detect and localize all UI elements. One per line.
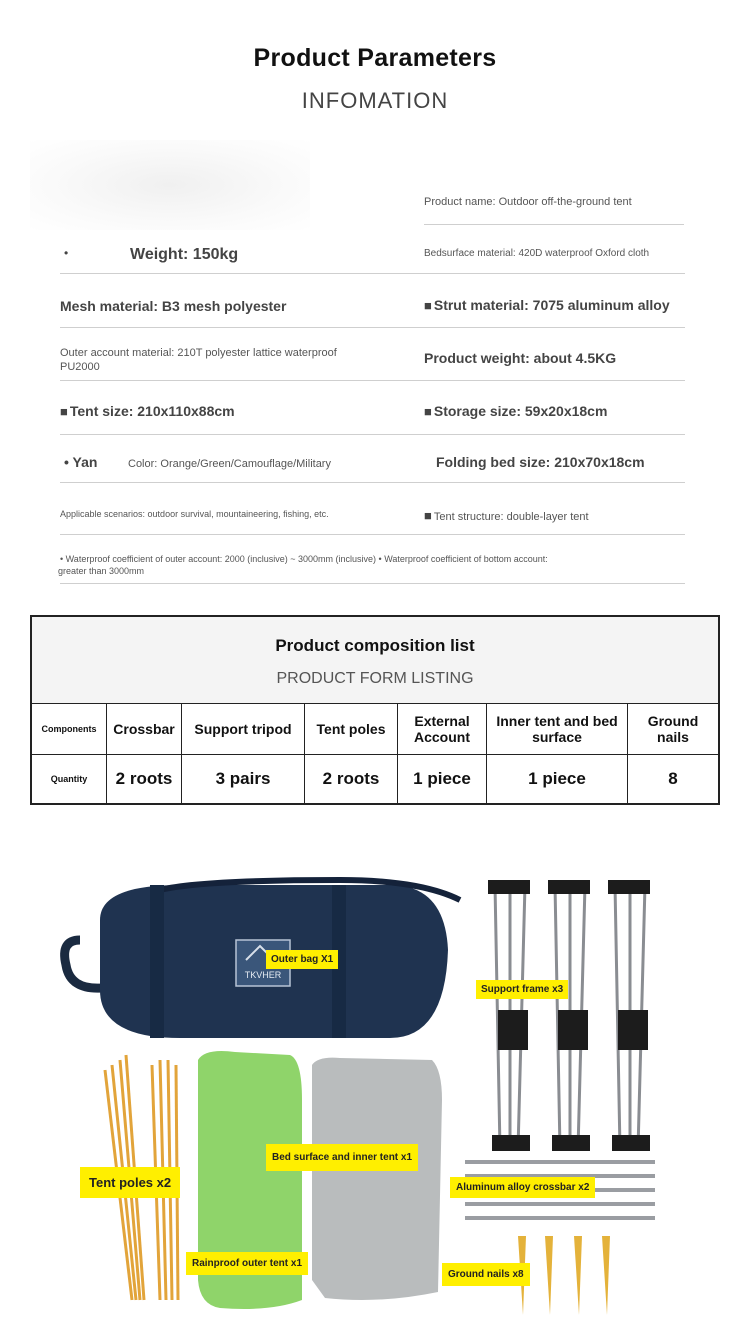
inner-tent-bedsurface (312, 1058, 442, 1300)
label-outer-bag: Outer bag X1 (266, 950, 338, 969)
table-row (31, 704, 719, 755)
composition-table (30, 615, 720, 805)
divider (60, 273, 685, 274)
table-row (31, 755, 719, 805)
component-cell: External Account (398, 704, 487, 755)
param-color: Color: Orange/Green/Camouflage/Military (128, 458, 331, 470)
divider (60, 380, 685, 381)
param-product-weight: Product weight: about 4.5KG (424, 350, 617, 366)
bag-logo-text: TKVHER (244, 970, 282, 980)
component-cell: Inner tent and bed surface (487, 704, 628, 755)
page-subtitle: INFOMATION (301, 88, 449, 113)
component-cell: Ground nails (628, 704, 720, 755)
ground-nails (518, 1236, 610, 1315)
param-product-name: Product name: Outdoor off-the-ground tent (424, 196, 632, 208)
param-folding-bed: Folding bed size: 210x70x18cm (436, 454, 645, 470)
label-ground-nails: Ground nails x8 (442, 1263, 530, 1286)
composition-title: Product composition list (275, 636, 475, 655)
divider (60, 583, 685, 584)
label-crossbar: Aluminum alloy crossbar x2 (450, 1177, 595, 1198)
param-tent-size: ■ Tent size: 210x110x88cm (60, 403, 235, 419)
component-cell: Crossbar (107, 704, 182, 755)
param-bedsurface: Bedsurface material: 420D waterproof Oxford cloth (424, 248, 650, 259)
quantity-cell: 3 pairs (182, 755, 305, 805)
composition-subtitle: PRODUCT FORM LISTING (276, 670, 474, 687)
background-haze (30, 140, 310, 230)
carry-bag (65, 880, 460, 1038)
page-title: Product Parameters (253, 44, 497, 72)
divider (424, 224, 684, 225)
param-yan: • Yan (64, 454, 98, 470)
table-caption (31, 616, 719, 704)
divider (60, 482, 685, 483)
param-strut: ■ Strut material: 7075 aluminum alloy (424, 297, 670, 313)
param-weight: Weight: 150kg (130, 246, 239, 263)
divider (60, 327, 685, 328)
table-caption-row (31, 616, 719, 704)
quantity-cell: 2 roots (107, 755, 182, 805)
quantity-cell: 8 (628, 755, 720, 805)
param-waterproof-2: greater than 3000mm (58, 566, 145, 576)
component-cell: Support tripod (182, 704, 305, 755)
param-outer-material-2: PU2000 (60, 361, 100, 373)
quantity-cell: 2 roots (305, 755, 398, 805)
label-bed-surface: Bed surface and inner tent x1 (266, 1144, 418, 1171)
support-frames (488, 880, 650, 1151)
product-photo (40, 860, 720, 1320)
quantity-cell: 1 piece (398, 755, 487, 805)
divider (60, 534, 685, 535)
component-cell: Tent poles (305, 704, 398, 755)
label-tent-poles: Tent poles x2 (80, 1167, 180, 1198)
param-outer-material: Outer account material: 210T polyester lattice waterproof (60, 347, 337, 359)
param-mesh: Mesh material: B3 mesh polyester (60, 298, 287, 314)
param-structure: ■ Tent structure: double-layer tent (424, 508, 589, 523)
label-support-frame: Support frame x3 (476, 980, 568, 999)
divider (60, 434, 685, 435)
row-label-components: Components (31, 704, 107, 755)
row-label-quantity: Quantity (31, 755, 107, 805)
label-rainproof: Rainproof outer tent x1 (186, 1252, 308, 1275)
param-waterproof: • Waterproof coefficient of outer account: 2000 (inclusive) ~ 3000mm (inclusive) • Waterproof coefficient of bottom account: (60, 554, 548, 564)
param-scenarios: Applicable scenarios: outdoor survival, mountaineering, fishing, etc. (60, 509, 329, 519)
quantity-cell: 1 piece (487, 755, 628, 805)
product-illustration (40, 860, 720, 1320)
bullet: • (64, 246, 69, 260)
param-storage-size: ■ Storage size: 59x20x18cm (424, 403, 607, 419)
